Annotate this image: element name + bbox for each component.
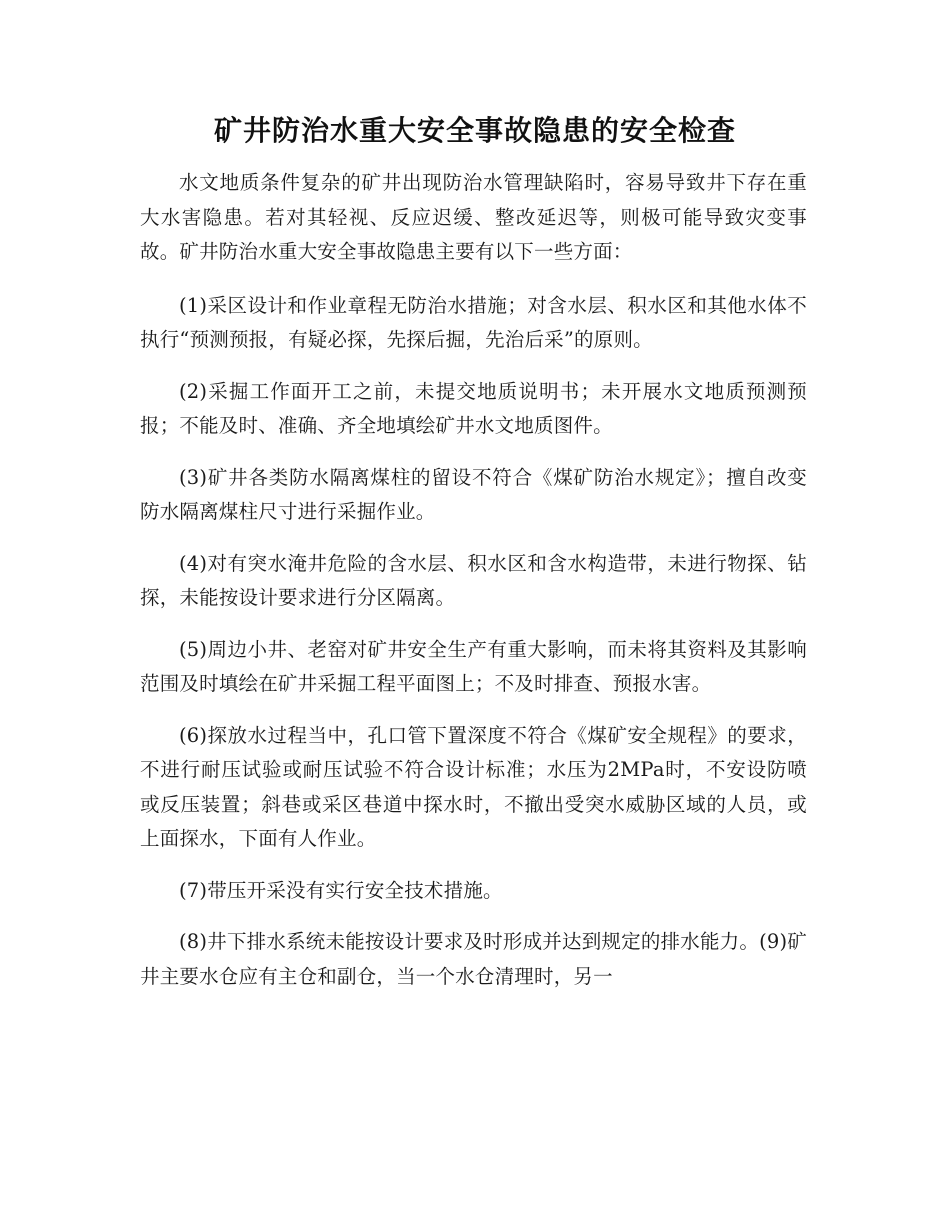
- item-paragraph-6: (6)探放水过程当中，孔口管下置深度不符合《煤矿安全规程》的要求，不进行耐压试验或耐压试验不符合设计标准；水压为2MPa时，不安设防喷或反压装置；斜巷或采区巷道中探水时，不撤出受突水威胁区域的人员，或上面探水，下面有人作业。: [140, 723, 807, 850]
- item-paragraph-8-9: (8)井下排水系统未能按设计要求及时形成并达到规定的排水能力。(9)矿井主要水仓应有主仓和副仓，当一个水仓清理时，另一: [140, 930, 807, 988]
- item-paragraph-3: (3)矿井各类防水隔离煤柱的留设不符合《煤矿防治水规定》；擅自改变防水隔离煤柱尺寸进行采掘作业。: [140, 465, 807, 523]
- item-paragraph-7: (7)带压开采没有实行安全技术措施。: [179, 878, 503, 902]
- item-paragraph-5: (5)周边小井、老窑对矿井安全生产有重大影响，而未将其资料及其影响范围及时填绘在矿井采掘工程平面图上；不及时排查、预报水害。: [140, 637, 807, 695]
- item-paragraph-1: (1)采区设计和作业章程无防治水措施；对含水层、积水区和其他水体不执行“预测预报，有疑必探，先探后掘，先治后采”的原则。: [140, 293, 807, 351]
- item-paragraph-2: (2)采掘工作面开工之前，未提交地质说明书；未开展水文地质预测预报；不能及时、准确、齐全地填绘矿井水文地质图件。: [140, 379, 807, 437]
- document-body: [140, 166, 807, 1011]
- item-paragraph-4: (4)对有突水淹井危险的含水层、积水区和含水构造带，未进行物探、钻探，未能按设计要求进行分区隔离。: [140, 551, 807, 609]
- intro-paragraph: 水文地质条件复杂的矿井出现防治水管理缺陷时，容易导致井下存在重大水害隐患。若对其轻视、反应迟缓、整改延迟等，则极可能导致灾变事故。矿井防治水重大安全事故隐患主要有以下一些方面：: [140, 171, 807, 263]
- document-title: 矿井防治水重大安全事故隐患的安全检查: [213, 114, 736, 147]
